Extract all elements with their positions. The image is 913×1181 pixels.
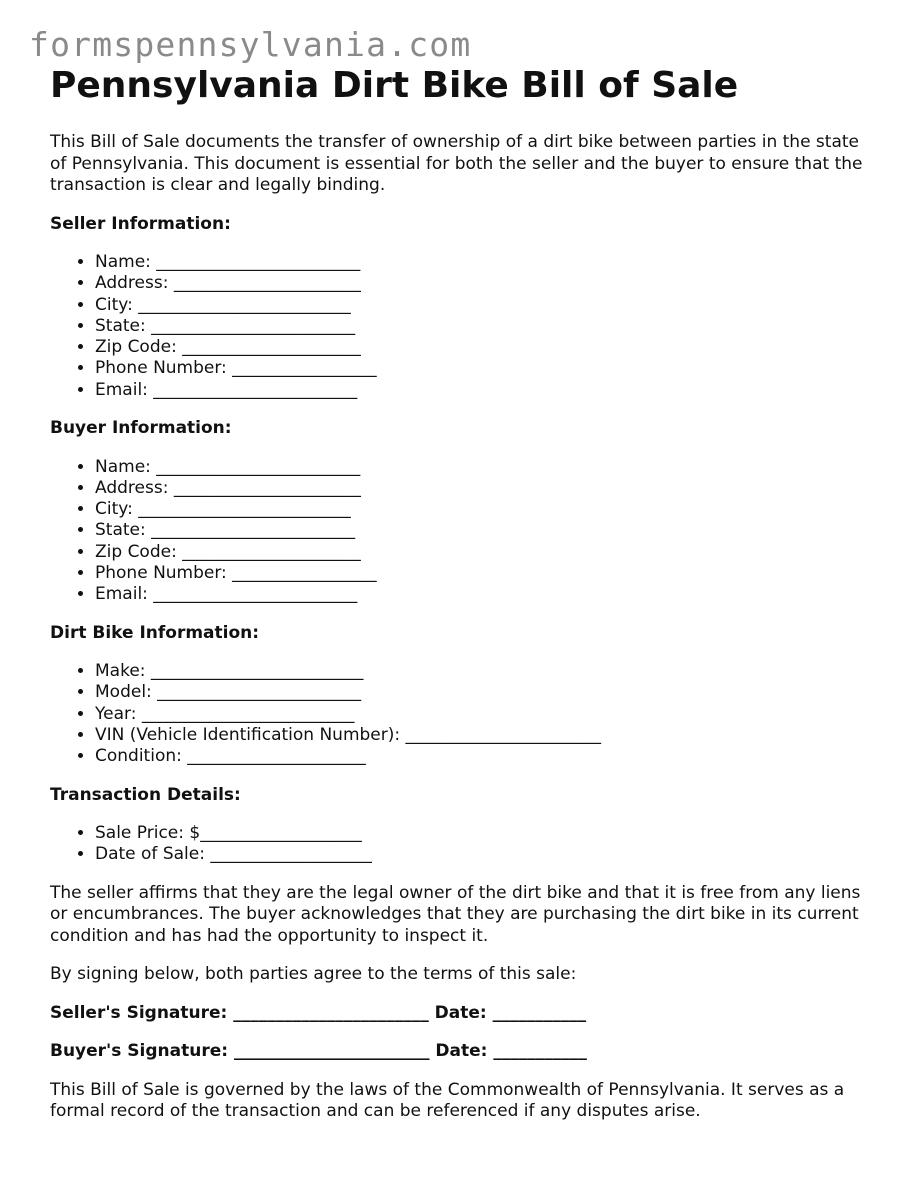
bike-vin-field[interactable]: • VIN (Vehicle Identification Number): _______________________	[95, 725, 880, 746]
bike-condition-field[interactable]: • Condition: _____________________	[95, 746, 880, 767]
seller-city-field[interactable]: • City: _________________________	[95, 295, 880, 316]
bike-heading: Dirt Bike Information:	[50, 622, 260, 643]
seller-signature-line[interactable]: Seller's Signature: _______________________ Date: ___________	[50, 1002, 587, 1023]
buyer-city-field[interactable]: • City: _________________________	[95, 499, 880, 520]
buyer-field-list	[50, 457, 880, 606]
buyer-state-field[interactable]: • State: ________________________	[95, 520, 880, 541]
buyer-email-field[interactable]: • Email: ________________________	[95, 584, 880, 605]
page-title: Pennsylvania Dirt Bike Bill of Sale	[50, 65, 739, 106]
governing-law-paragraph: This Bill of Sale is governed by the laws of the Commonwealth of Pennsylvania. It serves as a formal record of the transaction and can be referenced if any disputes arise.	[50, 1079, 845, 1122]
site-watermark: formspennsylvania.com	[29, 25, 472, 64]
agreement-paragraph: By signing below, both parties agree to the terms of this sale:	[50, 964, 577, 985]
seller-email-field[interactable]: • Email: ________________________	[95, 380, 880, 401]
seller-name-field[interactable]: • Name: ________________________	[95, 252, 880, 273]
seller-field-list	[50, 252, 880, 401]
affirmation-paragraph: The seller affirms that they are the legal owner of the dirt bike and that it is free from any liens or encumbrances. The buyer acknowledges that they are purchasing the dirt bike in its current condition and has had the opportunity to inspect it.	[50, 882, 861, 946]
sale-price-field[interactable]: • Sale Price: $___________________	[95, 823, 880, 844]
document-page	[50, 64, 880, 1123]
seller-heading: Seller Information:	[50, 213, 231, 234]
buyer-signature-line[interactable]: Buyer's Signature: _______________________ Date: ___________	[50, 1041, 587, 1062]
buyer-zip-field[interactable]: • Zip Code: _____________________	[95, 542, 880, 563]
seller-phone-field[interactable]: • Phone Number: _________________	[95, 358, 880, 379]
transaction-field-list	[50, 823, 880, 866]
bike-year-field[interactable]: • Year: _________________________	[95, 704, 880, 725]
buyer-name-field[interactable]: • Name: ________________________	[95, 457, 880, 478]
seller-state-field[interactable]: • State: ________________________	[95, 316, 880, 337]
seller-address-field[interactable]: • Address: ______________________	[95, 273, 880, 294]
buyer-phone-field[interactable]: • Phone Number: _________________	[95, 563, 880, 584]
bike-make-field[interactable]: • Make: _________________________	[95, 661, 880, 682]
bike-model-field[interactable]: • Model: ________________________	[95, 682, 880, 703]
bike-field-list	[50, 661, 880, 767]
sale-date-field[interactable]: • Date of Sale: ___________________	[95, 844, 880, 865]
buyer-address-field[interactable]: • Address: ______________________	[95, 478, 880, 499]
intro-paragraph: This Bill of Sale documents the transfer of ownership of a dirt bike between parties in the state of Pennsylvania. This document is essential for both the seller and the buyer to ensure that the transaction is clear and legally binding.	[50, 132, 863, 195]
transaction-heading: Transaction Details:	[50, 784, 241, 805]
buyer-heading: Buyer Information:	[50, 418, 232, 439]
seller-zip-field[interactable]: • Zip Code: _____________________	[95, 337, 880, 358]
